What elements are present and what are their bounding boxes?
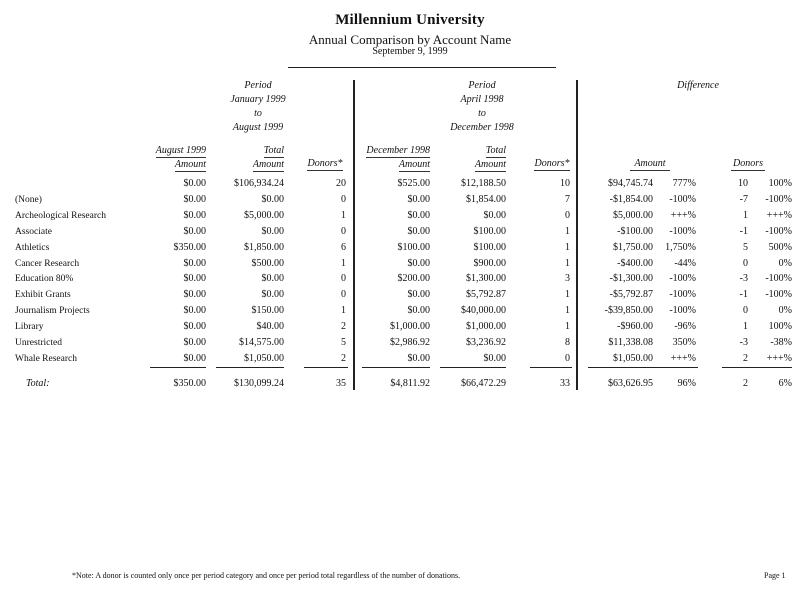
- diff-donors: -1: [739, 225, 748, 237]
- diff-donors-pct: +++%: [766, 352, 792, 364]
- report-date: September 9, 1999: [372, 46, 448, 57]
- diff-donors: 0: [743, 257, 748, 269]
- p1-total-amount: $150.00: [251, 305, 284, 317]
- diff-amount: $5,000.00: [613, 209, 653, 221]
- total-label: Total:: [26, 378, 50, 389]
- diff-donors-pct: -100%: [765, 289, 792, 301]
- p2-donors: 8: [565, 337, 570, 348]
- p1-total-amount: $1,050.00: [244, 352, 284, 364]
- diff-amount: $1,750.00: [613, 241, 653, 253]
- col-header-p2-total: Total Amount: [474, 145, 506, 170]
- account-name: Journalism Projects: [15, 306, 90, 317]
- aug-1999-amount: $0.00: [183, 289, 206, 301]
- p1-total-amount: $40.00: [256, 321, 284, 333]
- aug-1999-amount: $0.00: [183, 257, 206, 269]
- p1-total-amount: $14,575.00: [239, 337, 284, 348]
- diff-amount: -$5,792.87: [609, 289, 653, 301]
- p2-donors: 1: [565, 225, 570, 237]
- title-divider: [288, 67, 556, 68]
- p1-donors: 0: [341, 193, 346, 205]
- dec-1998-amount: $0.00: [407, 257, 430, 269]
- diff-donors: 1: [743, 209, 748, 221]
- col-header-aug-1999: August 1999 Amount: [155, 145, 206, 170]
- p1-donors: 2: [341, 352, 346, 364]
- col-header-diff-amount: Amount: [600, 157, 700, 171]
- p1-donors: 2: [341, 321, 346, 333]
- aug-1999-amount: $0.00: [183, 193, 206, 205]
- aug-1999-amount: $0.00: [183, 321, 206, 333]
- period-header-2: Period April 1998 to December 1998: [450, 80, 514, 133]
- dec-1998-amount: $0.00: [407, 225, 430, 237]
- diff-donors-pct: +++%: [766, 209, 792, 221]
- dec-1998-amount: $525.00: [397, 178, 430, 189]
- sum-rule-p1-donors: [304, 367, 348, 368]
- sum-rule-dec: [362, 367, 430, 368]
- p2-donors: 1: [565, 305, 570, 317]
- p2-donors: 1: [565, 241, 570, 253]
- p2-donors: 7: [565, 193, 570, 205]
- dec-1998-amount: $0.00: [407, 209, 430, 221]
- sum-rule-p2-donors: [530, 367, 572, 368]
- account-name: Unrestricted: [15, 338, 62, 348]
- p1-donors: 1: [341, 257, 346, 269]
- dec-1998-amount: $0.00: [407, 193, 430, 205]
- diff-pct: -96%: [674, 321, 696, 333]
- p2-donors: 1: [565, 321, 570, 333]
- p2-total-amount: $5,792.87: [466, 289, 506, 301]
- diff-pct: -44%: [674, 257, 696, 269]
- p1-total-amount: $0.00: [261, 193, 284, 205]
- aug-1999-amount: $0.00: [183, 305, 206, 317]
- diff-amount: -$400.00: [617, 257, 653, 269]
- diff-donors-pct: 500%: [768, 241, 792, 253]
- diff-pct: -100%: [669, 289, 696, 301]
- dec-1998-amount: $0.00: [407, 305, 430, 317]
- p1-total-amount: $0.00: [261, 225, 284, 237]
- diff-amount: -$100.00: [617, 225, 653, 237]
- period-header-difference: Difference: [677, 80, 719, 91]
- diff-amount: -$39,850.00: [604, 305, 653, 317]
- p1-total-amount: $106,934.24: [234, 178, 284, 189]
- dec-1998-amount: $0.00: [407, 289, 430, 301]
- diff-pct: 350%: [672, 337, 696, 348]
- sum-rule-p2-total: [440, 367, 506, 368]
- aug-1999-amount: $0.00: [183, 178, 206, 189]
- p2-total-amount: $40,000.00: [461, 305, 506, 317]
- p2-total-amount: $0.00: [483, 209, 506, 221]
- account-name: Education 80%: [15, 274, 74, 285]
- col-header-p1-total: Total Amount: [252, 145, 284, 170]
- sum-rule-aug: [150, 367, 206, 368]
- p1-donors: 1: [341, 305, 346, 317]
- p2-donors: 3: [565, 273, 570, 285]
- total-diff-donors: 2: [743, 378, 748, 389]
- diff-pct: 777%: [672, 178, 696, 189]
- diff-pct: -100%: [669, 305, 696, 317]
- total-p1-total: $130,099.24: [234, 378, 284, 389]
- dec-1998-amount: $1,000.00: [390, 321, 430, 333]
- diff-amount: $11,338.08: [608, 337, 653, 348]
- p1-total-amount: $0.00: [261, 273, 284, 285]
- p1-donors: 20: [336, 178, 346, 189]
- diff-pct: +++%: [670, 352, 696, 364]
- diff-donors: -3: [739, 337, 748, 348]
- diff-donors-pct: 100%: [768, 321, 792, 333]
- diff-donors-pct: -38%: [770, 337, 792, 348]
- account-name: Athletics: [15, 242, 50, 253]
- p1-donors: 0: [341, 225, 346, 237]
- diff-amount: $1,050.00: [613, 352, 653, 364]
- period-divider-right: [576, 80, 578, 390]
- diff-amount: -$960.00: [617, 321, 653, 333]
- total-diff-donors-pct: 6%: [778, 378, 792, 389]
- p1-total-amount: $0.00: [261, 289, 284, 301]
- p1-donors: 0: [341, 273, 346, 285]
- col-header-diff-donors: Donors: [732, 158, 763, 169]
- p2-total-amount: $900.00: [473, 257, 506, 269]
- total-p2-total: $66,472.29: [461, 378, 506, 389]
- p2-total-amount: $0.00: [483, 352, 506, 364]
- account-name: Whale Research: [15, 353, 77, 364]
- diff-amount: -$1,300.00: [609, 273, 653, 285]
- aug-1999-amount: $0.00: [183, 209, 206, 221]
- diff-amount: $94,745.74: [608, 178, 653, 189]
- total-diff-amount: $63,626.95: [608, 378, 653, 389]
- dec-1998-amount: $2,986.92: [390, 337, 430, 348]
- p2-donors: 0: [565, 352, 570, 364]
- col-header-p2-donors: Donors*: [534, 158, 570, 169]
- total-dec: $4,811.92: [390, 378, 430, 389]
- total-diff-pct: 96%: [677, 378, 696, 389]
- p1-total-amount: $1,850.00: [244, 241, 284, 253]
- diff-donors: 0: [743, 305, 748, 317]
- diff-donors: -1: [739, 289, 748, 301]
- p1-donors: 6: [341, 241, 346, 253]
- report-title: Millennium University: [335, 12, 485, 28]
- p2-total-amount: $3,236.92: [466, 337, 506, 348]
- diff-donors: 2: [743, 352, 748, 364]
- total-p2-donors: 33: [560, 378, 570, 389]
- diff-donors: -7: [739, 193, 748, 205]
- sum-rule-p1-total: [216, 367, 284, 368]
- account-name: Library: [15, 322, 44, 333]
- diff-donors-pct: -100%: [765, 273, 792, 285]
- sum-rule-diff-amount: [588, 367, 698, 368]
- dec-1998-amount: $100.00: [397, 241, 430, 253]
- p1-donors: 0: [341, 289, 346, 301]
- diff-pct: -100%: [669, 273, 696, 285]
- p2-total-amount: $1,300.00: [466, 273, 506, 285]
- p2-total-amount: $1,000.00: [466, 321, 506, 333]
- p2-donors: 1: [565, 257, 570, 269]
- p2-total-amount: $1,854.00: [466, 193, 506, 205]
- diff-pct: 1,750%: [665, 241, 696, 253]
- account-name: Archeological Research: [15, 210, 106, 221]
- p2-total-amount: $12,188.50: [461, 178, 506, 189]
- diff-donors-pct: -100%: [765, 193, 792, 205]
- aug-1999-amount: $0.00: [183, 273, 206, 285]
- sum-rule-diff-donors: [722, 367, 792, 368]
- page-number: Page 1: [764, 571, 786, 580]
- aug-1999-amount: $0.00: [183, 225, 206, 237]
- account-name: (None): [15, 194, 42, 205]
- diff-donors-pct: -100%: [765, 225, 792, 237]
- account-name: Exhibit Grants: [15, 290, 71, 301]
- total-aug: $350.00: [173, 378, 206, 389]
- p1-donors: 5: [341, 337, 346, 348]
- diff-donors: -3: [739, 273, 748, 285]
- period-header-1: Period January 1999 to August 1999: [230, 80, 286, 133]
- diff-pct: -100%: [669, 193, 696, 205]
- diff-donors-pct: 0%: [778, 257, 792, 269]
- diff-donors: 10: [738, 178, 748, 189]
- p2-donors: 0: [565, 209, 570, 221]
- p2-total-amount: $100.00: [473, 241, 506, 253]
- p2-total-amount: $100.00: [473, 225, 506, 237]
- diff-donors-pct: 0%: [778, 305, 792, 317]
- diff-pct: -100%: [669, 225, 696, 237]
- p1-total-amount: $500.00: [251, 257, 284, 269]
- p1-donors: 1: [341, 209, 346, 221]
- diff-pct: +++%: [670, 209, 696, 221]
- dec-1998-amount: $200.00: [397, 273, 430, 285]
- p2-donors: 1: [565, 289, 570, 301]
- aug-1999-amount: $0.00: [183, 352, 206, 364]
- total-p1-donors: 35: [336, 378, 346, 389]
- diff-donors: 1: [743, 321, 748, 333]
- dec-1998-amount: $0.00: [407, 352, 430, 364]
- report-subtitle: Annual Comparison by Account Name: [308, 32, 512, 47]
- aug-1999-amount: $0.00: [183, 337, 206, 348]
- diff-amount: -$1,854.00: [609, 193, 653, 205]
- p2-donors: 10: [560, 178, 570, 189]
- p1-total-amount: $5,000.00: [244, 209, 284, 221]
- account-name: Cancer Research: [15, 258, 80, 269]
- footnote: *Note: A donor is counted only once per period category and once per period total regardless of the number of donations.: [72, 571, 461, 580]
- col-header-dec-1998: December 1998 Amount: [366, 145, 430, 170]
- aug-1999-amount: $350.00: [173, 241, 206, 253]
- diff-donors: 5: [743, 241, 748, 253]
- diff-donors-pct: 100%: [768, 178, 792, 189]
- account-name: Associate: [15, 226, 52, 237]
- col-header-p1-donors: Donors*: [307, 158, 343, 169]
